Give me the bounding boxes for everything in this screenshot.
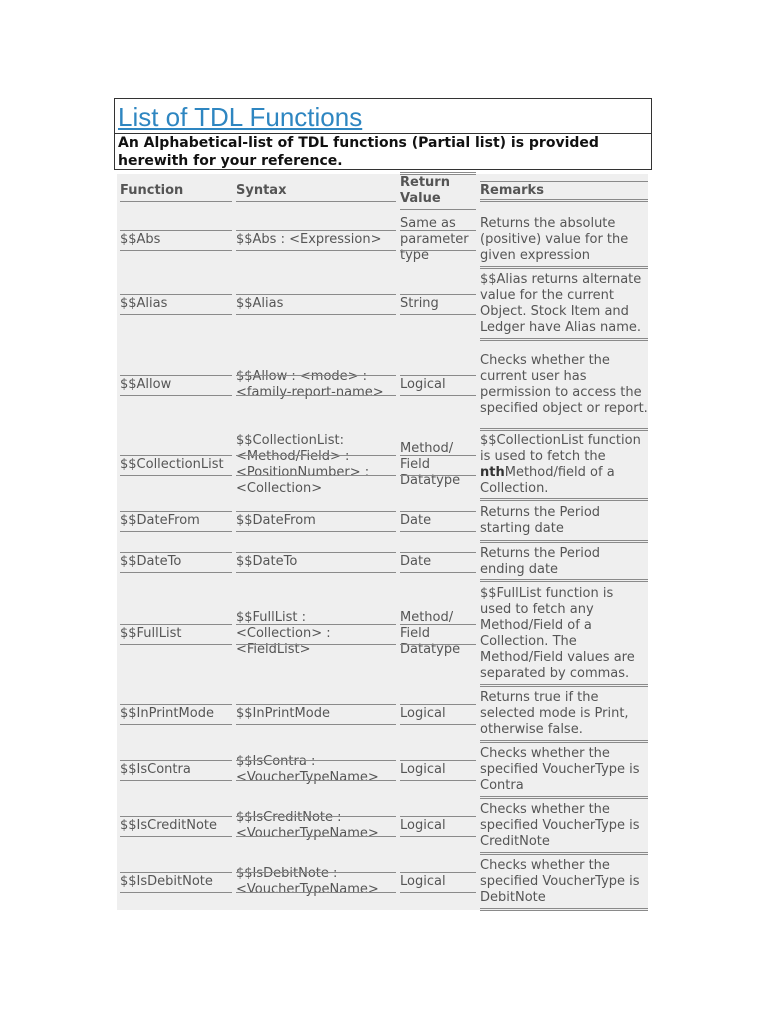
row-rule xyxy=(236,475,396,476)
cell-syntax xyxy=(236,581,396,686)
row-rule xyxy=(400,724,476,725)
cell-return-value-text: Logical xyxy=(400,706,446,721)
row-rule xyxy=(236,552,396,553)
column-header-syntax: Syntax xyxy=(236,183,287,198)
row-rule xyxy=(120,872,232,873)
row-rule xyxy=(236,724,396,725)
cell-return-value-text: Method/ Field Datatype xyxy=(400,441,461,488)
row-rule xyxy=(236,395,396,396)
table-row xyxy=(117,798,648,854)
cell-remarks-text xyxy=(480,433,648,497)
row-rule xyxy=(400,816,476,817)
cell-remarks-text: Returns the Period ending date xyxy=(480,545,601,577)
row-rule xyxy=(236,294,396,295)
cell-return-value xyxy=(400,854,476,910)
cell-return-value xyxy=(400,686,476,742)
table-row xyxy=(117,268,648,340)
row-rule xyxy=(236,511,396,512)
row-rule xyxy=(400,572,476,573)
row-rule xyxy=(120,375,232,376)
cell-remarks-text: $$Alias returns alternate value for the current Object. Stock Item and Ledger have Alias name. xyxy=(480,272,642,335)
row-rule xyxy=(236,250,396,251)
row-rule xyxy=(120,704,232,705)
row-rule xyxy=(236,531,396,532)
cell-syntax xyxy=(236,211,396,268)
cell-function xyxy=(120,542,232,581)
cell-remarks-text: Checks whether the current user has permission to access the specified object or report. xyxy=(480,353,648,416)
column-header-remarks: Remarks xyxy=(480,183,544,198)
table-row xyxy=(117,742,648,798)
table-row xyxy=(117,686,648,742)
row-rule xyxy=(120,836,232,837)
cell-return-value-text: Method/ Field Datatype xyxy=(400,609,461,657)
cell-return-value xyxy=(400,542,476,581)
table-row xyxy=(117,542,648,581)
cell-return-value xyxy=(400,268,476,340)
row-rule xyxy=(236,816,396,817)
row-rule xyxy=(400,780,476,781)
row-rule xyxy=(236,760,396,761)
cell-return-value-text: Logical xyxy=(400,762,446,777)
header-rule xyxy=(400,209,476,210)
remarks-text: Method/field of a Collection. xyxy=(480,465,615,496)
row-rule xyxy=(480,908,648,911)
cell-remarks xyxy=(480,742,648,798)
row-rule xyxy=(400,395,476,396)
row-rule xyxy=(400,375,476,376)
cell-function-text: $$IsContra xyxy=(120,762,191,777)
cell-function xyxy=(120,854,232,910)
row-rule xyxy=(236,704,396,705)
cell-function-text: $$Abs xyxy=(120,231,161,247)
row-rule xyxy=(120,644,232,645)
row-rule xyxy=(120,780,232,781)
row-rule xyxy=(236,314,396,315)
cell-function-text: $$DateTo xyxy=(120,553,182,569)
row-rule xyxy=(400,294,476,295)
cell-function xyxy=(120,211,232,268)
row-rule xyxy=(400,644,476,645)
cell-return-value-text: Date xyxy=(400,513,432,528)
column-header-return-value: Return Value xyxy=(400,175,450,206)
row-rule xyxy=(120,294,232,295)
row-rule xyxy=(400,892,476,893)
cell-syntax-text: $$Alias xyxy=(236,296,284,311)
row-rule xyxy=(120,455,232,456)
cell-return-value xyxy=(400,500,476,542)
table-row xyxy=(117,340,648,430)
row-rule xyxy=(120,552,232,553)
row-rule xyxy=(120,314,232,315)
cell-remarks-text: Checks whether the specified VoucherType is DebitNote xyxy=(480,858,640,905)
cell-function-text: $$CollectionList xyxy=(120,457,224,472)
cell-remarks-text: $$FullList function is used to fetch any Method/Field of a Collection. The Method/Field values are separated by commas. xyxy=(480,585,635,681)
cell-return-value xyxy=(400,798,476,854)
cell-syntax-text: $$IsContra : <VoucherTypeName> xyxy=(236,754,379,785)
header-rule xyxy=(236,201,396,202)
table-row xyxy=(117,500,648,542)
cell-remarks-text: Returns true if the selected mode is Print, otherwise false. xyxy=(480,690,629,737)
document-header xyxy=(114,98,652,170)
cell-remarks xyxy=(480,211,648,268)
row-rule xyxy=(236,892,396,893)
header-rule xyxy=(120,201,232,202)
row-rule xyxy=(400,552,476,553)
row-rule xyxy=(120,531,232,532)
row-rule xyxy=(120,760,232,761)
cell-remarks xyxy=(480,268,648,340)
remarks-bold-text: nth xyxy=(480,465,505,480)
cell-return-value-text: Date xyxy=(400,553,432,569)
cell-syntax xyxy=(236,542,396,581)
cell-return-value-text: Same as parameter type xyxy=(400,215,469,263)
cell-return-value xyxy=(400,211,476,268)
row-rule xyxy=(400,704,476,705)
cell-syntax-text: $$Abs : <Expression> xyxy=(236,231,382,247)
row-rule xyxy=(400,230,476,231)
cell-syntax xyxy=(236,686,396,742)
row-rule xyxy=(400,250,476,251)
row-rule xyxy=(400,511,476,512)
row-rule xyxy=(120,475,232,476)
cell-function-text: $$IsDebitNote xyxy=(120,874,213,889)
column-header-function: Function xyxy=(120,183,184,198)
table-row xyxy=(117,211,648,268)
cell-syntax-text: $$InPrintMode xyxy=(236,706,330,721)
cell-syntax-text: $$FullList : <Collection> : <FieldList> xyxy=(236,609,331,657)
remarks-text: $$CollectionList function is used to fetch the xyxy=(480,433,641,464)
cell-function xyxy=(120,430,232,500)
cell-syntax xyxy=(236,500,396,542)
cell-return-value xyxy=(400,340,476,430)
cell-remarks-text: Returns the Period starting date xyxy=(480,505,601,536)
cell-remarks xyxy=(480,798,648,854)
cell-remarks xyxy=(480,430,648,500)
cell-remarks xyxy=(480,340,648,430)
row-rule xyxy=(236,836,396,837)
cell-function-text: $$Allow xyxy=(120,377,172,392)
row-rule xyxy=(120,624,232,625)
cell-syntax-text: $$Allow : <mode> : <family-report-name> xyxy=(236,369,384,400)
cell-function-text: $$IsCreditNote xyxy=(120,818,218,833)
cell-return-value-text: Logical xyxy=(400,377,446,392)
cell-syntax xyxy=(236,798,396,854)
row-rule xyxy=(400,760,476,761)
row-rule xyxy=(120,892,232,893)
row-rule xyxy=(400,531,476,532)
row-rule xyxy=(400,475,476,476)
cell-function-text: $$DateFrom xyxy=(120,513,200,528)
intro-text: An Alphabetical-list of TDL functions (Partial list) is provided herewith for your reference. xyxy=(118,135,599,169)
cell-return-value-text: Logical xyxy=(400,874,446,889)
row-rule xyxy=(120,816,232,817)
functions-table xyxy=(117,174,648,910)
row-rule xyxy=(120,724,232,725)
cell-syntax-text: $$CollectionList: <Method/Field> : <PositionNumber> : <Collection> xyxy=(236,433,370,496)
cell-function-text: $$FullList xyxy=(120,625,182,641)
cell-return-value xyxy=(400,742,476,798)
cell-return-value xyxy=(400,430,476,500)
row-rule xyxy=(120,230,232,231)
cell-syntax xyxy=(236,742,396,798)
cell-syntax-text: $$DateTo xyxy=(236,553,298,569)
cell-function xyxy=(120,798,232,854)
cell-return-value-text: String xyxy=(400,296,439,311)
cell-syntax xyxy=(236,340,396,430)
row-rule xyxy=(236,624,396,625)
cell-remarks xyxy=(480,581,648,686)
table-row xyxy=(117,854,648,910)
cell-syntax xyxy=(236,268,396,340)
row-rule xyxy=(236,375,396,376)
header-rule xyxy=(480,199,648,202)
cell-remarks-text: Checks whether the specified VoucherType is Contra xyxy=(480,746,640,793)
cell-remarks xyxy=(480,542,648,581)
row-rule xyxy=(236,780,396,781)
cell-remarks xyxy=(480,854,648,910)
cell-syntax-text: $$IsCreditNote : <VoucherTypeName> xyxy=(236,810,379,841)
row-rule xyxy=(236,644,396,645)
header-rule xyxy=(480,181,648,182)
row-rule xyxy=(236,572,396,573)
row-rule xyxy=(400,455,476,456)
cell-return-value xyxy=(400,581,476,686)
cell-function-text: $$InPrintMode xyxy=(120,706,214,721)
cell-function xyxy=(120,340,232,430)
cell-syntax-text: $$IsDebitNote : <VoucherTypeName> xyxy=(236,866,379,897)
cell-remarks-text: Returns the absolute (positive) value for the given expression xyxy=(480,215,629,263)
cell-remarks xyxy=(480,686,648,742)
table-row xyxy=(117,581,648,686)
row-rule xyxy=(120,511,232,512)
row-rule xyxy=(120,572,232,573)
row-rule xyxy=(236,455,396,456)
cell-syntax-text: $$DateFrom xyxy=(236,513,316,528)
page-title: List of TDL Functions xyxy=(118,102,363,132)
cell-function xyxy=(120,268,232,340)
cell-function xyxy=(120,581,232,686)
row-rule xyxy=(400,836,476,837)
row-rule xyxy=(400,872,476,873)
cell-function xyxy=(120,686,232,742)
cell-syntax xyxy=(236,854,396,910)
cell-remarks xyxy=(480,500,648,542)
row-rule xyxy=(236,872,396,873)
cell-function xyxy=(120,500,232,542)
header-rule xyxy=(400,172,476,175)
cell-syntax xyxy=(236,430,396,500)
row-rule xyxy=(120,250,232,251)
row-rule xyxy=(236,230,396,231)
table-row xyxy=(117,430,648,500)
cell-remarks-text: Checks whether the specified VoucherType is CreditNote xyxy=(480,802,640,849)
cell-return-value-text: Logical xyxy=(400,818,446,833)
cell-function xyxy=(120,742,232,798)
row-rule xyxy=(120,395,232,396)
row-rule xyxy=(400,314,476,315)
cell-function-text: $$Alias xyxy=(120,296,168,311)
row-rule xyxy=(400,624,476,625)
